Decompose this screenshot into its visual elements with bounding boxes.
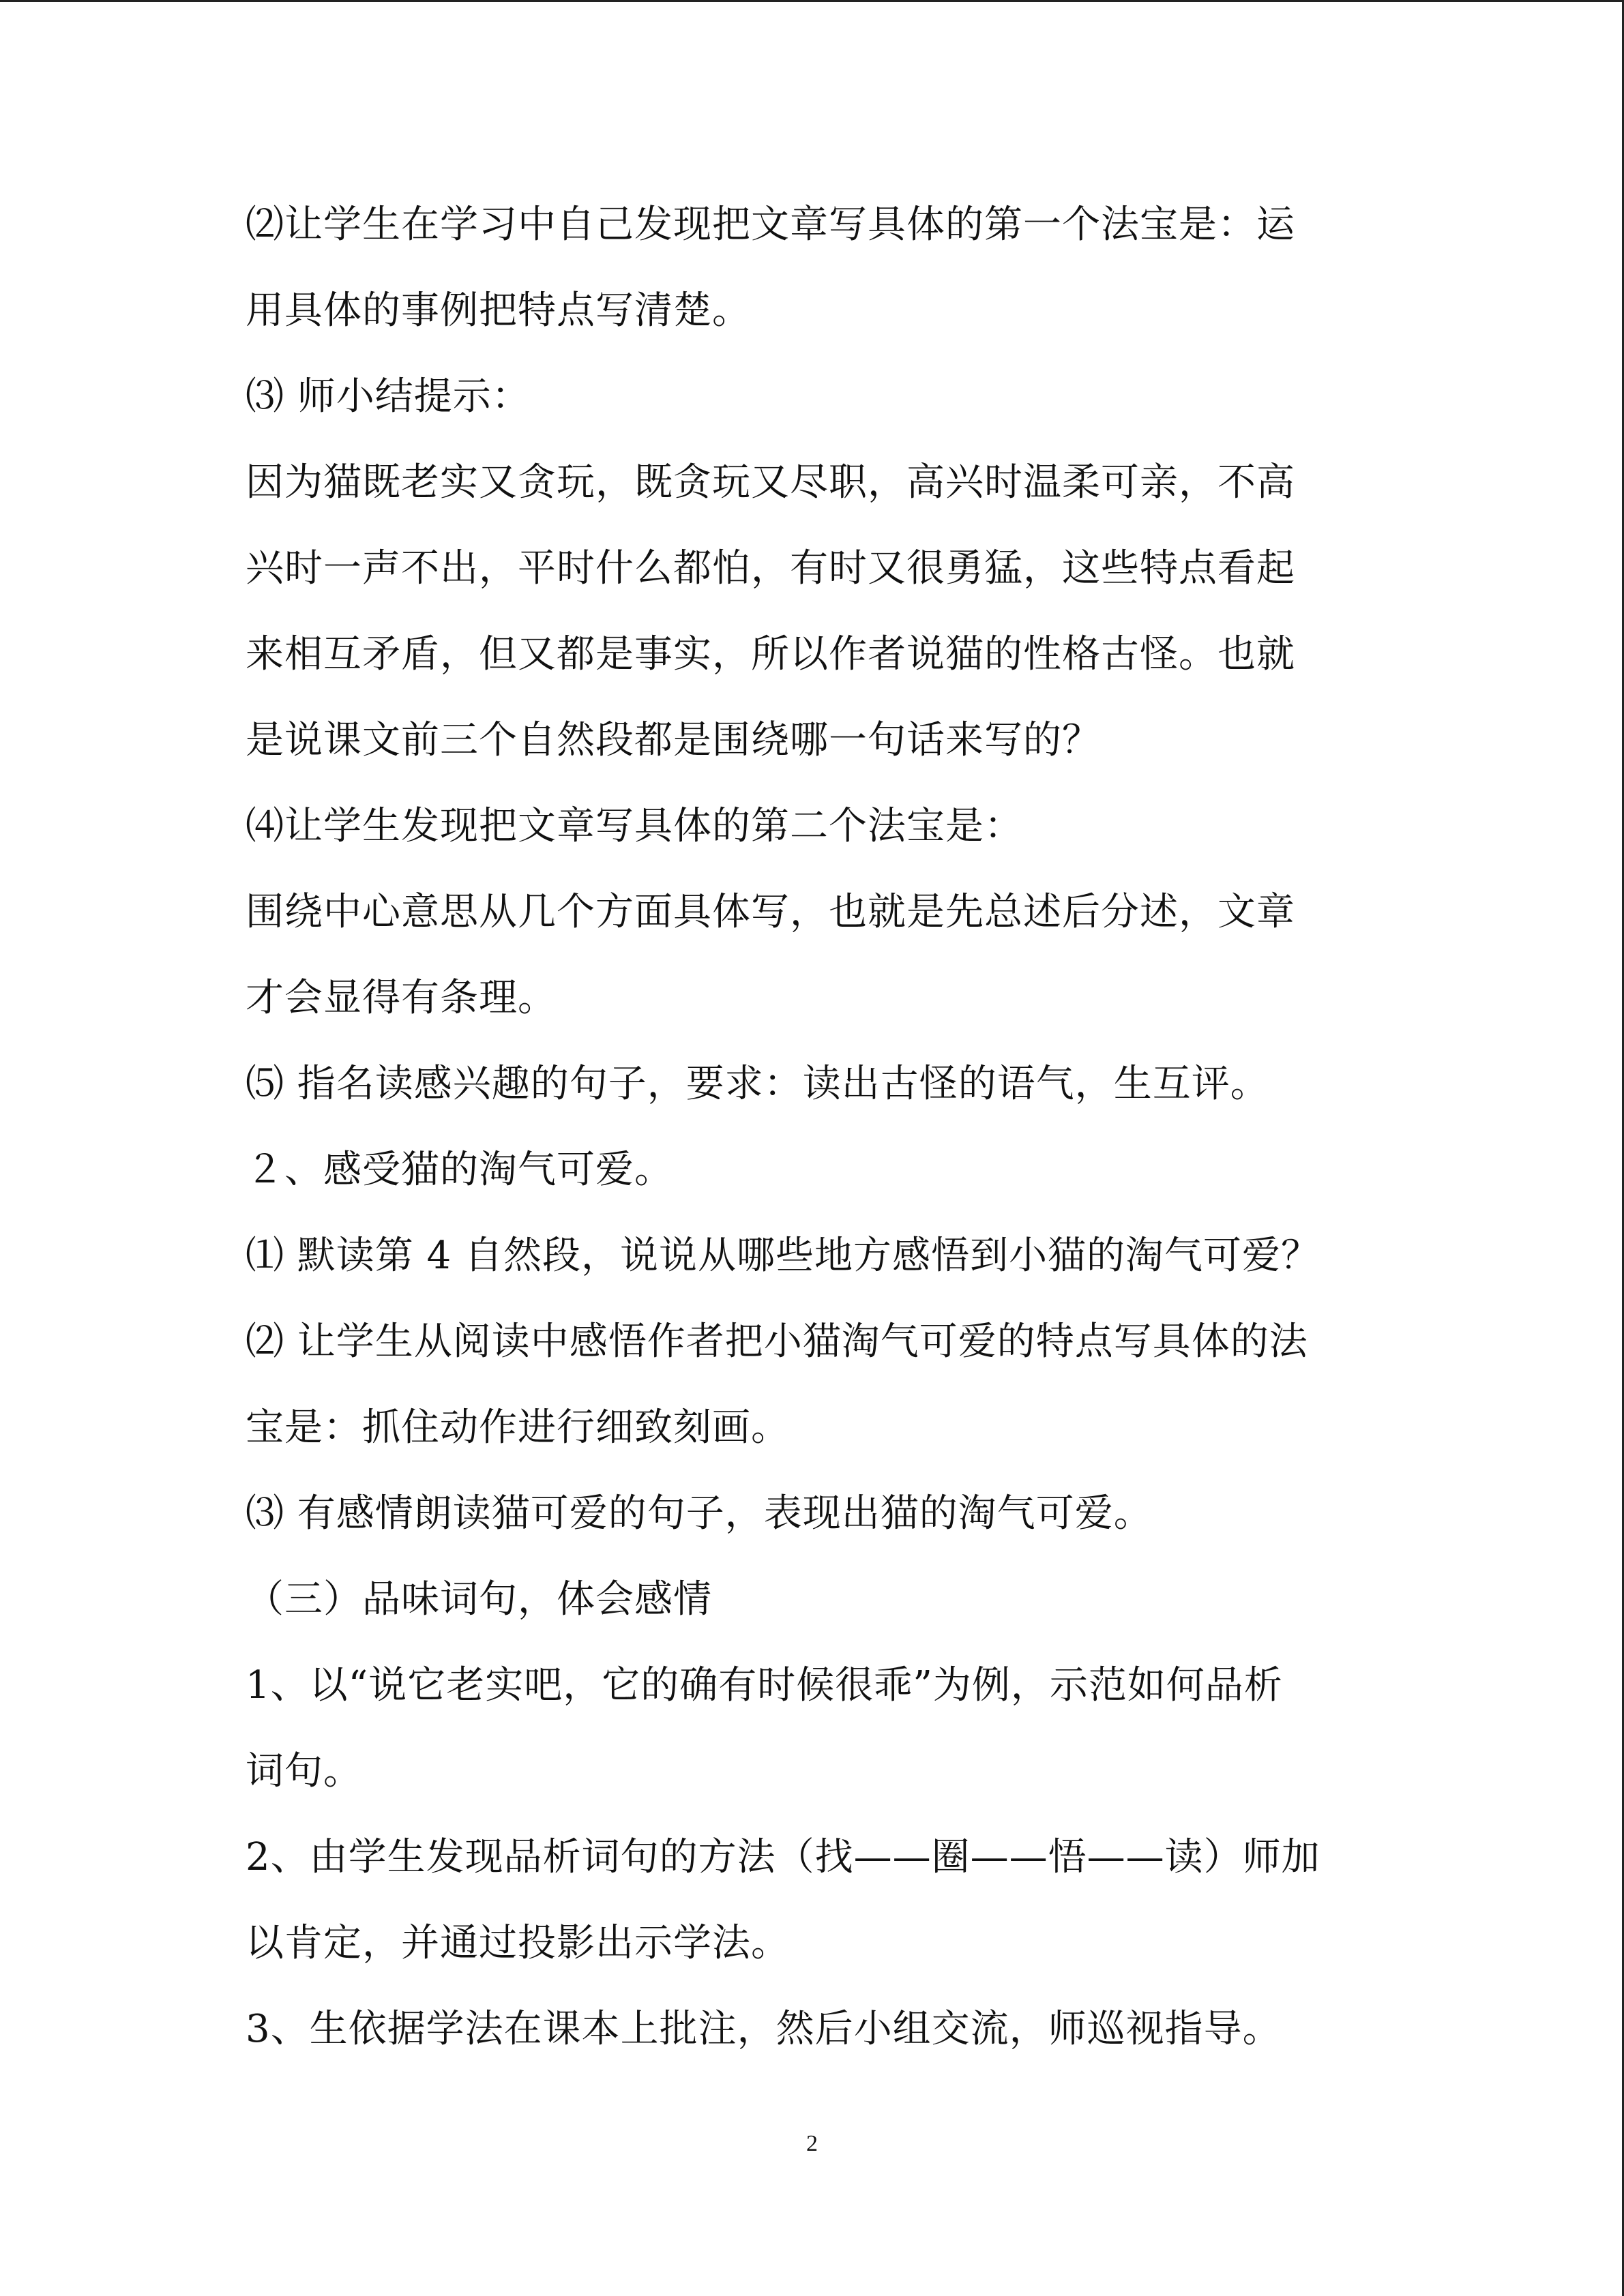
text-line: 围绕中心意思从几个方面具体写，也就是先总述后分述，文章 — [246, 890, 1295, 934]
page-border-top — [0, 0, 1624, 2]
text-line: 1、以“说它老实吧，它的确有时候很乖”为例，示范如何品析 — [246, 1663, 1283, 1708]
text-line: 2、由学生发现品析词句的方法（找——圈——悟——读）师加 — [246, 1835, 1320, 1879]
text-line: ⑶ 有感情朗读猫可爱的句子，表现出猫的淘气可爱。 — [246, 1491, 1153, 1536]
text-line: 来相互矛盾，但又都是事实，所以作者说猫的性格古怪。也就 — [246, 632, 1295, 676]
text-line: ⑶ 师小结提示： — [246, 374, 531, 419]
text-line: 是说课文前三个自然段都是围绕哪一句话来写的？ — [246, 718, 1101, 762]
text-line: 3、生依据学法在课本上批注，然后小组交流，师巡视指导。 — [246, 2007, 1282, 2051]
text-line: ⑴ 默读第 4 自然段，说说从哪些地方感悟到小猫的淘气可爱？ — [246, 1234, 1320, 1278]
text-line: ２、感受猫的淘气可爱。 — [246, 1148, 673, 1192]
text-line: 兴时一声不出，平时什么都怕，有时又很勇猛，这些特点看起 — [246, 546, 1295, 591]
text-line: 因为猫既老实又贪玩，既贪玩又尽职，高兴时温柔可亲，不高 — [246, 460, 1295, 505]
page-number: 2 — [806, 2131, 818, 2156]
text-line: ⑷让学生发现把文章写具体的第二个法宝是： — [246, 804, 1023, 848]
text-line: 词句。 — [246, 1749, 362, 1793]
text-line: 才会显得有条理。 — [246, 976, 557, 1020]
text-line: 以肯定，并通过投影出示学法。 — [246, 1921, 790, 1965]
text-line: 用具体的事例把特点写清楚。 — [246, 288, 751, 333]
section-heading: （三）品味词句，体会感情 — [246, 1577, 712, 1622]
text-line: 宝是：抓住动作进行细致刻画。 — [246, 1405, 790, 1450]
text-line: ⑵让学生在学习中自己发现把文章写具体的第一个法宝是：运 — [246, 203, 1295, 247]
text-line: ⑵ 让学生从阅读中感悟作者把小猫淘气可爱的特点写具体的法 — [246, 1320, 1308, 1364]
text-line: ⑸ 指名读感兴趣的句子，要求：读出古怪的语气，生互评。 — [246, 1062, 1269, 1106]
